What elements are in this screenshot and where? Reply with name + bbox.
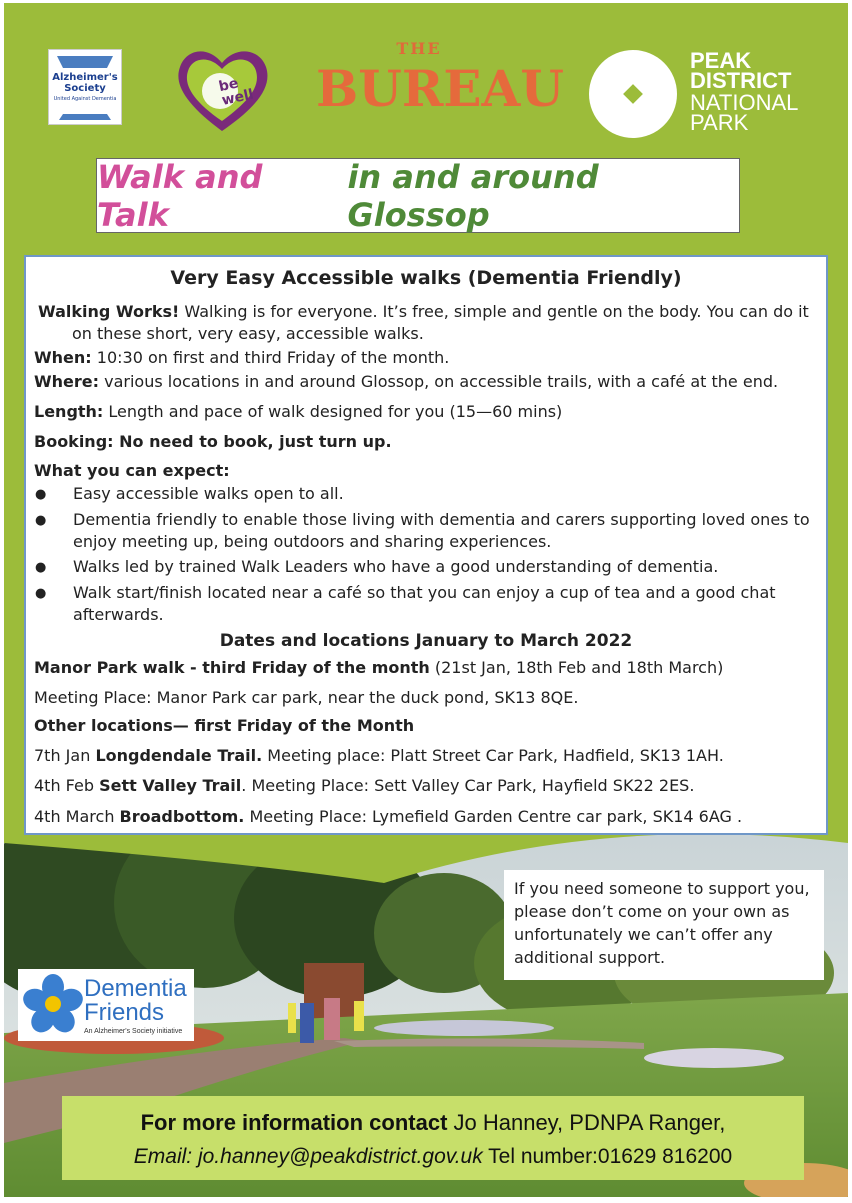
title-glossop: in and around Glossop	[347, 157, 599, 234]
contact-line: For more information contact Jo Hanney, PDNPA Ranger,	[140, 1110, 726, 1135]
intro-line: Walking Works! Walking is for everyone. It’s free, simple and gentle on the body. You can do it	[38, 302, 809, 321]
bullet-item: Walk start/finish located near a café so that you can enjoy a cup of tea and a good chat	[73, 583, 776, 602]
title-walk-and-talk: Walk and Talk	[97, 157, 263, 234]
location-broadbottom: 4th March Broadbottom. Meeting Place: Lymefield Garden Centre car park, SK14 6AG .	[34, 807, 743, 826]
contact-box	[62, 1096, 804, 1180]
forget-me-not-icon	[22, 973, 84, 1035]
when-line: When: 10:30 on first and third Friday of the month.	[34, 348, 450, 367]
bullet-item: Dementia friendly to enable those living with dementia and carers supporting loved ones to	[73, 510, 810, 529]
bullet-dot: ●	[35, 513, 47, 528]
manor-park-line: Manor Park walk - third Friday of the month (21st Jan, 18th Feb and 18th March)	[34, 658, 724, 677]
contact-phone: Tel number:01629 816200	[482, 1145, 733, 1168]
page-title	[96, 158, 740, 233]
length-line: Length: Length and pace of walk designed for you (15—60 mins)	[34, 402, 563, 421]
dementia-friends-logo: Dementia Friends An Alzheimer's Society initiative	[18, 969, 194, 1041]
walk-details-box	[24, 255, 828, 835]
location-longdendale: 7th Jan Longdendale Trail. Meeting place: Platt Street Car Park, Hadfield, SK13 1AH.	[34, 746, 724, 765]
the-bureau-logo: THE BUREAU	[316, 39, 564, 118]
peak-district-logo: PEAK DISTRICT NATIONAL PARK	[588, 49, 818, 139]
alzheimers-society-logo: Alzheimer's Society United Against Dementia	[48, 49, 122, 125]
support-note: If you need someone to support you, please don’t come on your own as unfortunately we can’t offer any additional support.	[504, 870, 824, 980]
flyer-page	[4, 3, 848, 1197]
intro-line-2: on these short, very easy, accessible walks.	[72, 324, 424, 343]
contact-details	[62, 1145, 804, 1169]
other-locations-heading: Other locations— first Friday of the Month	[34, 716, 415, 735]
bullet-dot: ●	[35, 560, 47, 575]
location-sett-valley: 4th Feb Sett Valley Trail. Meeting Place: Sett Valley Car Park, Hayfield SK22 2ES.	[34, 776, 695, 795]
bullet-item-cont: enjoy meeting up, being outdoors and sharing experiences.	[73, 532, 552, 551]
bullet-item: Walks led by trained Walk Leaders who have a good understanding of dementia.	[73, 557, 719, 576]
bullet-item: Easy accessible walks open to all.	[73, 484, 344, 503]
expect-heading: What you can expect:	[34, 461, 230, 480]
bullet-dot: ●	[35, 487, 47, 502]
dates-heading: Dates and locations January to March 2022	[219, 631, 633, 651]
be-well-logo: be well	[174, 43, 270, 135]
bullet-item-cont: afterwards.	[73, 605, 164, 624]
where-line: Where: various locations in and around Glossop, on accessible trails, with a café at the end.	[34, 372, 779, 391]
contact-email[interactable]: Email: jo.hanney@peakdistrict.gov.uk	[133, 1145, 483, 1168]
bullet-dot: ●	[35, 586, 47, 601]
booking-line: Booking: No need to book, just turn up.	[34, 432, 392, 451]
details-heading: Very Easy Accessible walks (Dementia Friendly)	[170, 267, 682, 289]
manor-meeting-line: Meeting Place: Manor Park car park, near the duck pond, SK13 8QE.	[34, 688, 579, 707]
